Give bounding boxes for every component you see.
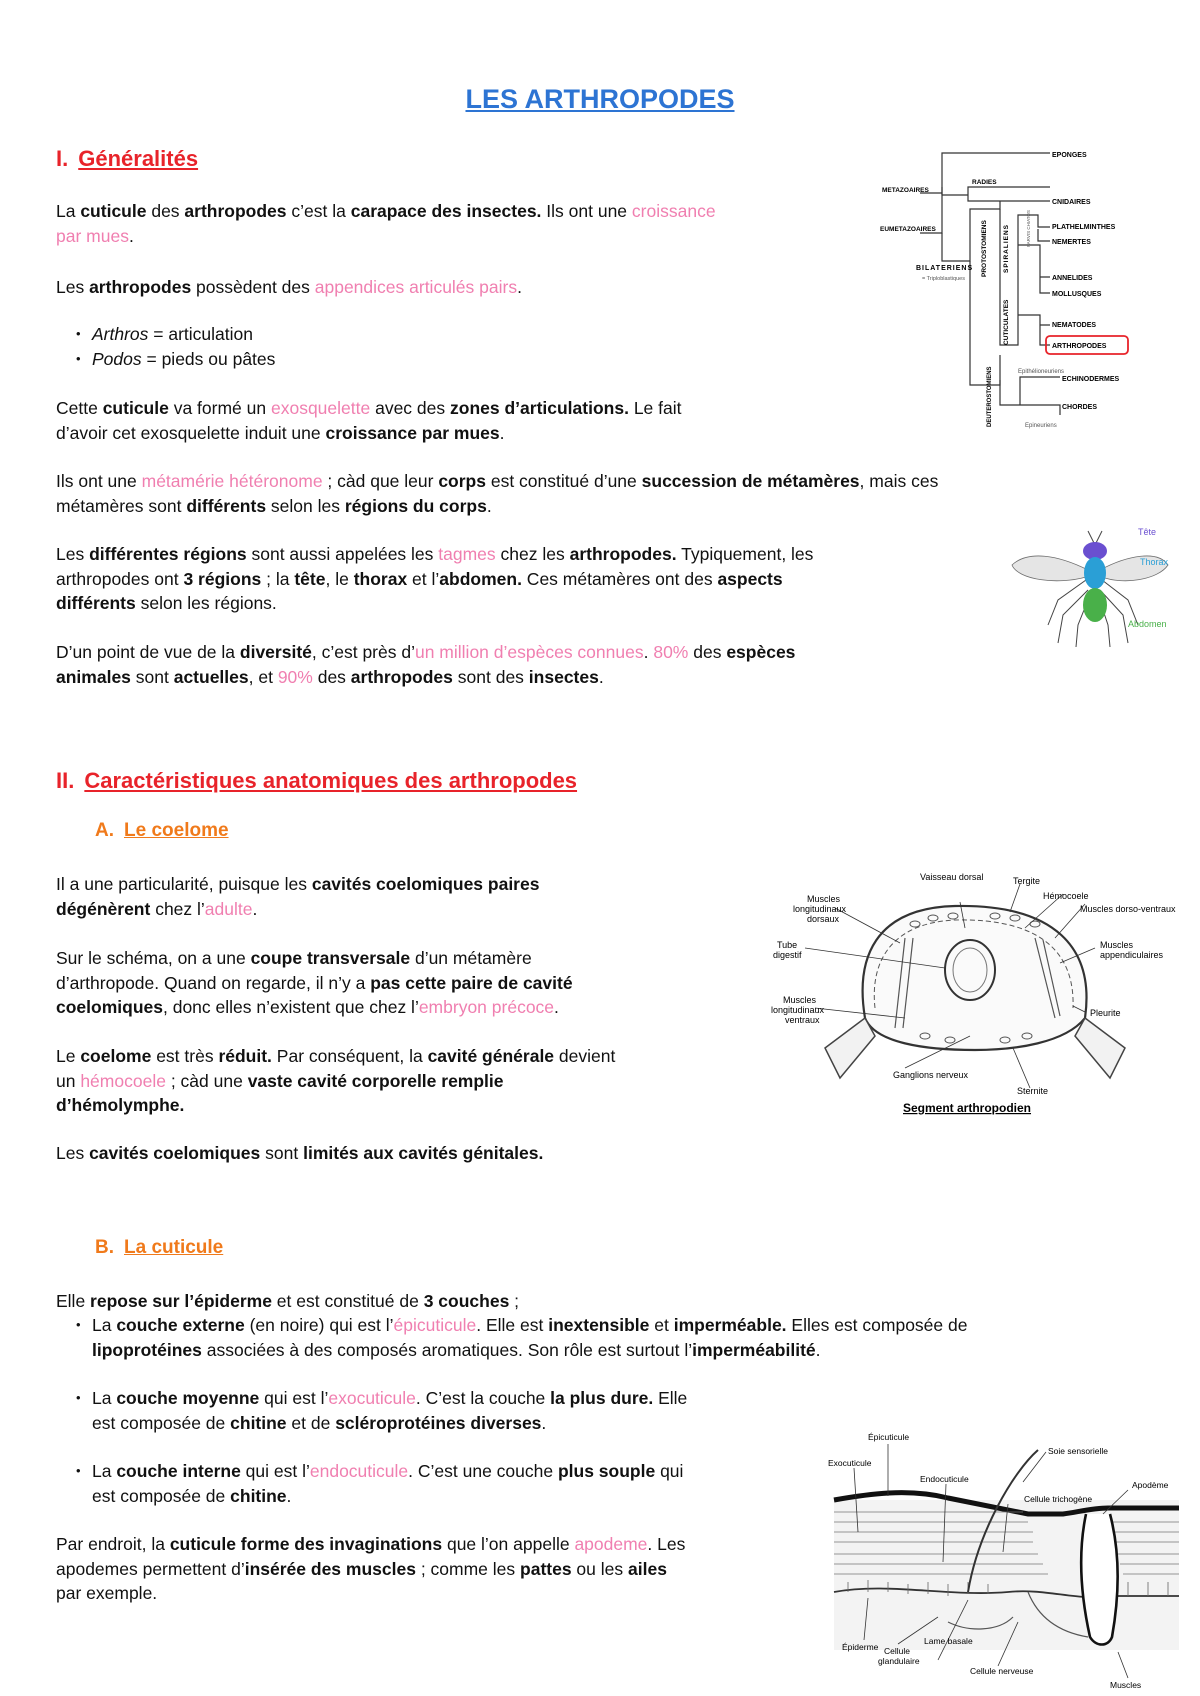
tree-label-epineuriens: Epineuriens bbox=[1025, 423, 1057, 429]
fly-label-thorax: Thorax bbox=[1140, 557, 1169, 567]
tree-label-annelides: ANNELIDES bbox=[1052, 275, 1093, 282]
fly-label-tete: Tête bbox=[1138, 527, 1157, 537]
apodeme-invagination bbox=[1081, 1514, 1118, 1645]
svg-text:longitudinaux: longitudinaux bbox=[793, 904, 847, 914]
segment-outline bbox=[863, 906, 1087, 1050]
fly-label-abdomen: Abdomen bbox=[1128, 619, 1167, 629]
subsection-b-heading bbox=[95, 1237, 223, 1259]
segment-label-muscles-dorsaux: Muscles bbox=[807, 894, 841, 904]
svg-text:ventraux: ventraux bbox=[785, 1015, 820, 1025]
tree-label-chordes: CHORDES bbox=[1062, 404, 1098, 411]
segment-label-pleurite: Pleurite bbox=[1090, 1008, 1121, 1018]
cuticle-label-apodeme: Apodème bbox=[1132, 1480, 1169, 1490]
tree-label-protostomiens: PROTOSTOMIENS bbox=[981, 220, 988, 277]
cuticle-label-lame-basale: Lame basale bbox=[924, 1636, 973, 1646]
cuticle-label-exocuticule: Exocuticule bbox=[828, 1458, 872, 1468]
svg-text:glandulaire: glandulaire bbox=[878, 1656, 920, 1666]
cuticle-label-cellule-glandulaire: Cellule bbox=[884, 1646, 910, 1656]
tree-label-radies: RADIES bbox=[972, 179, 997, 186]
section-1-heading bbox=[56, 146, 198, 172]
tree-label-mollusques: MOLLUSQUES bbox=[1052, 291, 1102, 298]
phylogeny-tree-figure bbox=[880, 145, 1170, 435]
cuticle-label-cellule-trichogene: Cellule trichogène bbox=[1024, 1494, 1093, 1504]
tree-label-nemertes: NEMERTES bbox=[1052, 239, 1091, 246]
section-2-number: II. bbox=[56, 768, 75, 793]
cuticle-label-soie-sensorielle: Soie sensorielle bbox=[1048, 1446, 1109, 1456]
subsection-b-title: La cuticule bbox=[124, 1237, 224, 1258]
paragraph-apodeme: Par endroit, la cuticule forme des invaginations que l’on appelle apodeme. Les apodemes permettent d’insérée des muscles ; comme les pattes ou les ailes par exemple. bbox=[56, 1534, 686, 1603]
fly-abdomen bbox=[1083, 588, 1107, 622]
tree-label-spiraliens: SPIRALIENS bbox=[1003, 223, 1010, 273]
segment-label-hemocoele: Hémocoele bbox=[1043, 891, 1089, 901]
list-item: • La couche externe (en noire) qui est l’épicuticule. Elle est inextensible et imperméable. Elles est composée de lipoprotéines associées à des composés aromatiques. Son rôle est surtout l’imperméabilité. bbox=[74, 1313, 1154, 1362]
paragraph-appendices: Les arthropodes possèdent des appendices articulés pairs. bbox=[56, 277, 522, 297]
paragraph-tagmes: Les différentes régions sont aussi appelées les tagmes chez les arthropodes. Typiquement, les arthropodes ont 3 régions ; la tête, le thorax et l’abdomen. Ces métamères ont des aspects différents selon les régions. bbox=[56, 544, 814, 613]
subsection-a-number: A. bbox=[95, 820, 114, 841]
tree-label-epithelioneuriens: Epithélioneuriens bbox=[1018, 369, 1065, 375]
svg-text:dorsaux: dorsaux bbox=[807, 914, 840, 924]
subsection-a-heading bbox=[95, 820, 229, 842]
tree-label-deuterostomiens: DEUTEROSTOMIENS bbox=[987, 366, 993, 427]
cuticle-label-muscles: Muscles bbox=[1110, 1680, 1142, 1690]
paragraph-diversite: D’un point de vue de la diversité, c’est près d’un million d’espèces connues. 80% des espèces animales sont actuelles, et 90% des arthropodes sont des insectes. bbox=[56, 642, 796, 687]
fly-figure bbox=[1008, 525, 1173, 650]
segment-label-muscles-appendiculaires: Muscles bbox=[1100, 940, 1134, 950]
segment-figure-caption: Segment arthropodien bbox=[903, 1101, 1032, 1115]
fly-thorax bbox=[1084, 557, 1106, 589]
segment-label-muscles-ventraux: Muscles bbox=[783, 995, 817, 1005]
section-1-title: Généralités bbox=[78, 146, 199, 171]
list-item: • Podos = pieds ou pâtes bbox=[74, 347, 275, 372]
tree-label-cnidaires: CNIDAIRES bbox=[1052, 199, 1091, 206]
cuticle-figure bbox=[828, 1432, 1183, 1692]
subsection-b-number: B. bbox=[95, 1237, 114, 1258]
cuticle-label-cellule-nerveuse: Cellule nerveuse bbox=[970, 1666, 1034, 1676]
paragraph-coelome-intro: Il a une particularité, puisque les cavités coelomiques paires dégénèrent chez l’adulte. bbox=[56, 874, 540, 919]
svg-text:appendiculaires: appendiculaires bbox=[1100, 950, 1164, 960]
section-1-number: I. bbox=[56, 146, 69, 171]
segment-label-muscles-dorso-ventraux: Muscles dorso-ventraux bbox=[1080, 904, 1176, 914]
page-title: LES ARTHROPODES bbox=[465, 84, 735, 114]
tree-label-nematodes: NEMATODES bbox=[1052, 322, 1097, 329]
svg-text:longitudinaux: longitudinaux bbox=[771, 1005, 825, 1015]
list-item: • La couche interne qui est l’endocuticule. C’est une couche plus souple qui est composée de chitine. bbox=[74, 1459, 804, 1508]
tree-label-plathelminthes: PLATHELMINTHES bbox=[1052, 224, 1116, 231]
segment-label-vaisseau-dorsal: Vaisseau dorsal bbox=[920, 872, 984, 882]
tree-label-eponges: EPONGES bbox=[1052, 152, 1087, 159]
tree-label-eumetazoaires: EUMETAZOAIRES bbox=[880, 226, 936, 233]
tree-label-bilateriens: BILATERIENS bbox=[916, 265, 974, 272]
paragraph-cuticule-intro: Elle repose sur l’épiderme et est constitué de 3 couches ; bbox=[56, 1291, 520, 1311]
section-2-heading bbox=[56, 768, 577, 794]
etymology-list bbox=[74, 322, 275, 371]
tree-label-metazoaires: METAZOAIRES bbox=[882, 187, 929, 194]
cuticle-layers-list bbox=[74, 1313, 1154, 1362]
paragraph-cavites-genitales: Les cavités coelomiques sont limités aux cavités génitales. bbox=[56, 1143, 544, 1163]
tree-label-arthropodes: ARTHROPODES bbox=[1052, 343, 1107, 350]
list-item: • La couche moyenne qui est l’exocuticule. C’est la couche la plus dure. Elle est composée de chitine et de scléroprotéines diverses. bbox=[74, 1386, 804, 1435]
segment-label-ganglions: Ganglions nerveux bbox=[893, 1070, 969, 1080]
tree-label-triploblastiques: = Triploblastiques bbox=[922, 276, 965, 282]
list-item: • Arthros = articulation bbox=[74, 322, 275, 347]
paragraph-coupe-transversale: Sur le schéma, on a une coupe transversale d’un métamère d’arthropode. Quand on regarde, il n’y a pas cette paire de cavité coelomiques, donc elles n’existent que chez l’embryon précoce. bbox=[56, 948, 573, 1017]
cuticle-label-epicuticule: Épicuticule bbox=[868, 1432, 910, 1442]
paragraph-exosquelette: Cette cuticule va formé un exosquelette avec des zones d’articulations. Le fait d’avoir cet exosquelette induit une croissance par mues. bbox=[56, 398, 682, 443]
segment-label-tube-digestif: Tube bbox=[777, 940, 798, 950]
subsection-a-title: Le coelome bbox=[124, 820, 229, 841]
segment-label-tergite: Tergite bbox=[1013, 876, 1041, 886]
paragraph-hemocoele: Le coelome est très réduit. Par conséquent, la cavité générale devient un hémocoele ; càd une vaste cavité corporelle remplie d’hémolymphe. bbox=[56, 1046, 616, 1115]
segment-arthropodien-figure bbox=[755, 868, 1185, 1116]
cuticle-layers-list-2 bbox=[74, 1386, 804, 1435]
paragraph-metamerie: Ils ont une métamérie hétéronome ; càd que leur corps est constitué d’une succession de métamères, mais ces métamères sont différents selon les régions du corps. bbox=[56, 471, 939, 516]
tree-label-echinodermes: ECHINODERMES bbox=[1062, 376, 1120, 383]
tree-label-platyzoa: PARVIS CHIATOS bbox=[1026, 210, 1031, 247]
cuticle-label-epiderme: Épiderme bbox=[842, 1642, 879, 1652]
segment-label-sternite: Sternite bbox=[1017, 1086, 1049, 1096]
paragraph-cuticule: La cuticule des arthropodes c’est la carapace des insectes. Ils ont une croissance par mues. bbox=[56, 201, 716, 246]
section-2-title: Caractéristiques anatomiques des arthropodes bbox=[84, 768, 578, 793]
tree-label-cuticulates: CUTICULATES bbox=[1003, 299, 1010, 345]
cuticle-label-endocuticule: Endocuticule bbox=[920, 1474, 969, 1484]
cuticle-layers-list-3 bbox=[74, 1459, 804, 1508]
svg-text:digestif: digestif bbox=[773, 950, 802, 960]
